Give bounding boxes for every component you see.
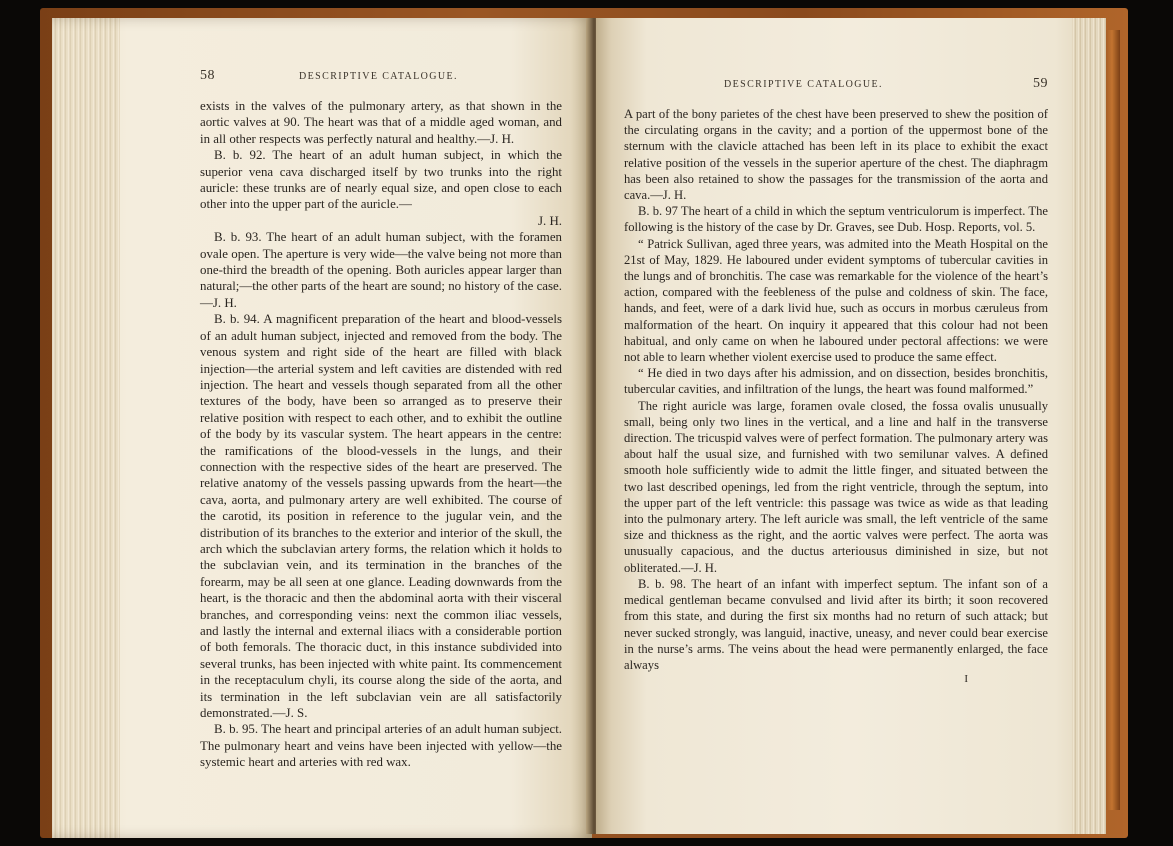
paragraph: A part of the bony parietes of the chest have been preserved to shew the position of the circulating organs in the cavity; and a portion of the uppermost bone of the sternum with the clavicle attached has been left in its place to exhibit the exact relative position of the vessels in the superior aperture of the chest. The diaphragm has been also retained to show the passages for the transmission of the aorta and cava.—J. H. xyxy=(624,107,1048,203)
running-head: DESCRIPTIVE CATALOGUE. xyxy=(724,79,883,90)
left-page-text xyxy=(200,98,562,771)
left-page-header xyxy=(200,68,562,84)
paragraph: “ Patrick Sullivan, aged three years, was admited into the Meath Hospital on the 21st of May, 1829. He laboured under evident symptoms of tubercular cavities in the lungs and of bronchitis. The case was remarkable for the violence of the heart’s action, compared with the feebleness of the pulse and coldness of skin. The face, hands, and feet, were of a dark livid hue, such as occurs in morbus cæruleus from malformation of the heart. On inquiry it appeared that this colour had not been habitual, and only came on when he laboured under pectoral affections: we were not able to learn whether violent exercise used to produce the same effect. xyxy=(624,236,1048,365)
paragraph: B. b. 95. The heart and principal arteries of an adult human subject. The pulmonary heart and veins have been injected with yellow—the systemic heart and arteries with red wax. xyxy=(200,722,562,770)
paragraph: “ He died in two days after his admission, and on dissection, besides bronchitis, tubercular cavities, and infiltration of the lungs, the heart was found malformed.” xyxy=(624,366,1048,397)
right-page-text xyxy=(624,106,1048,673)
paragraph: B. b. 94. A magnificent preparation of the heart and blood-vessels of an adult human subject, injected and removed from the body. The venous system and right side of the heart are filled with black injection—the arterial system and left cavities are distended with red injection. The heart and vessels though separated from all the other textures of the body, have been so arranged as to preserve their relative position with respect to each other, and to exhibit the outline of the body by its vascular system. The heart appears in the centre: the ramifications of the blood-vessels in the lungs, and their connection with the respective sides of the heart are preserved. The relative anatomy of the vessels passing upwards from the heart—the cava, aorta, and pulmonary artery are well exhibited. The course of the carotid, its position in reference to the jugular vein, and the distribution of its branches to the exterior and interior of the skull, the arch which the subclavian artery forms, the relation which it holds to the subclavian vein, and its termination in the branches of the forearm, may be all seen at one glance. Leading downwards from the heart, is the thoracic and then the abdominal aorta with their visceral branches, and corresponding veins: next the common iliac vessels, and lastly the internal and external iliacs with a considerable portion of both femorals. The thoracic duct, in this instance subdivided into several trunks, has been injected with white paint. Its commencement in the receptaculum chyli, its course along the side of the aorta, and its termination in the left subclavian vein are all satisfactorily demonstrated.—J. S. xyxy=(200,312,562,721)
entry-signature: J. H. xyxy=(538,213,562,228)
page-edges xyxy=(52,18,120,838)
running-head: DESCRIPTIVE CATALOGUE. xyxy=(299,71,458,82)
left-page xyxy=(52,18,592,838)
right-page-header xyxy=(624,76,1048,92)
page-number: 58 xyxy=(200,68,215,83)
page-number: 59 xyxy=(1033,76,1048,91)
signature-mark: I xyxy=(964,673,968,686)
paragraph: B. b. 92. The heart of an adult human subject, in which the superior vena cava discharged itself by two trunks into the right auricle: these trunks are of nearly equal size, and open close to each other into the upper part of the auricle.— xyxy=(200,148,562,212)
paragraph: B. b. 93. The heart of an adult human subject, with the foramen ovale open. The aperture is very wide—the valve being not more than one-third the breadth of the opening. Both auricles appear larger than natural;—the other parts of the heart are sound; no history of the case.—J. H. xyxy=(200,230,562,310)
paragraph: exists in the valves of the pulmonary artery, as that shown in the aortic valves at 90. The heart was that of a middle aged woman, and in all other respects was perfectly natural and healthy.—J. H. xyxy=(200,99,562,146)
paragraph: B. b. 98. The heart of an infant with imperfect septum. The infant son of a medical gentleman became convulsed and livid after its birth; it soon recovered from this state, and during the first six months had no return of such attack; but never sucked strongly, was languid, inactive, uneasy, and never could bear exercise in the nurse’s arms. The veins about the head were permanently enlarged, the face always xyxy=(624,576,1048,672)
paragraph: The right auricle was large, foramen ovale closed, the fossa ovalis unusually small, being only two lines in the vertical, and a line and half in the transverse direction. The tricuspid valves were of perfect formation. The pulmonary artery was about half the usual size, and furnished with two semilunar valves. A defined smooth hole sufficiently wide to admit the little finger, and situated between the two last described openings, led from the right ventricle, through the septum, into the upper part of the left ventricle: this passage was twice as wide as that leading into the pulmonary artery. The left auricle was small, the left ventricle of the same size and thickness as the right, and the aortic valves were perfect. The aorta was unusually capacious, and the ductus arteriousus diminished in size, but not obliterated.—J. H. xyxy=(624,398,1048,575)
right-page xyxy=(596,18,1106,834)
page-edges xyxy=(1072,18,1106,834)
paragraph: B. b. 97 The heart of a child in which the septum ventriculorum is imperfect. The following is the history of the case by Dr. Graves, see Dub. Hosp. Reports, vol. 5. xyxy=(624,204,1048,235)
